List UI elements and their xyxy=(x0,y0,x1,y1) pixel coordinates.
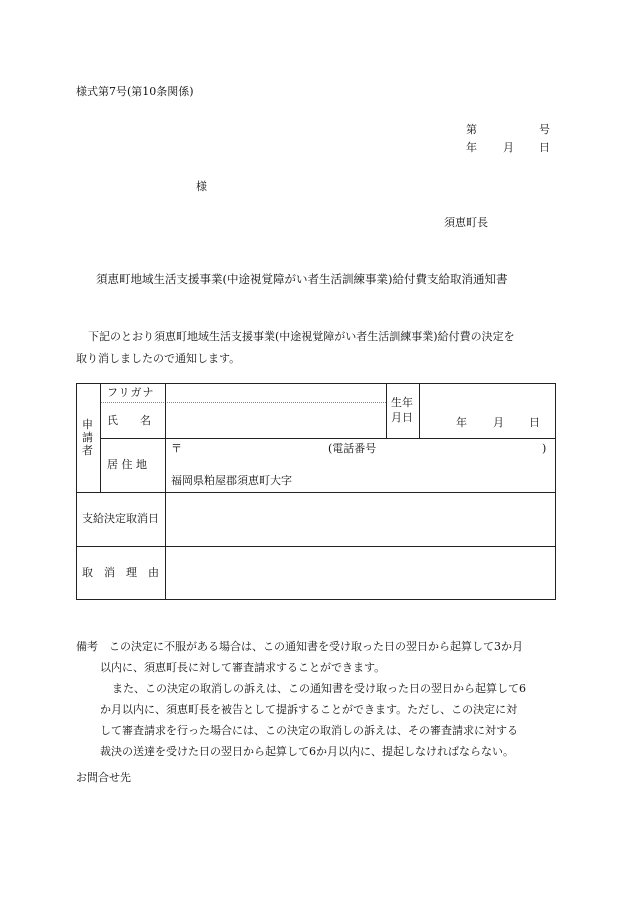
date-month: 月 xyxy=(503,141,514,154)
birthdate-label-line-2: 月日 xyxy=(391,411,413,424)
remarks-line-2: 以内に、須恵町長に対して審査請求することができます。 xyxy=(100,661,386,674)
addressee-honorific: 様 xyxy=(196,180,207,193)
remarks-line-3: また、この決定の取消しの訴えは、この通知書を受け取った日の翌日から起算して6 xyxy=(112,682,526,695)
name-label: 氏 名 xyxy=(107,414,151,427)
remarks-section xyxy=(76,636,556,762)
number-suffix: 号 xyxy=(539,123,550,136)
row-divider-canceldate-reason xyxy=(76,546,556,547)
intro-text xyxy=(76,326,556,370)
cancel-date-label: 支給決定取消日 xyxy=(82,512,159,525)
date-day: 日 xyxy=(539,141,550,154)
issuer-name: 須恵町長 xyxy=(444,216,488,229)
phone-label: (電話番号 xyxy=(328,442,377,455)
applicant-table xyxy=(76,383,556,600)
form-number: 様式第7号(第10条関係) xyxy=(76,85,194,98)
col-divider-applicant xyxy=(100,383,101,493)
phone-close-paren: ) xyxy=(542,442,547,455)
date-year: 年 xyxy=(466,141,477,154)
col-divider-birth-value xyxy=(419,383,420,439)
remarks-line-4: か月以内に、須恵町長を被告として提訴することができます。ただし、この決定に対 xyxy=(100,703,518,716)
furigana-dotted-divider xyxy=(100,402,386,403)
col-divider-name-birth xyxy=(386,383,387,439)
cancel-reason-label: 取 消 理 由 xyxy=(82,566,159,579)
intro-line-1: 下記のとおり須恵町地域生活支援事業(中途視覚障がい者生活訓練事業)給付費の決定を xyxy=(88,330,515,343)
row-divider-name-address xyxy=(100,438,556,439)
birth-year-unit: 年 xyxy=(456,416,467,429)
document-title: 須恵町地域生活支援事業(中途視覚障がい者生活訓練事業)給付費支給取消通知書 xyxy=(96,272,508,286)
col-divider-label-value xyxy=(165,383,166,600)
remarks-line-5: して審査請求を行った場合には、この決定の取消しの訴えは、その審査請求に対する xyxy=(100,724,518,737)
applicant-label-char-2: 請 xyxy=(82,431,93,444)
remarks-line-6: 裁決の送達を受けた日の翌日から起算して6か月以内に、提起しなければならない。 xyxy=(100,745,514,758)
postal-mark: 〒 xyxy=(171,442,182,455)
furigana-label: フリガナ xyxy=(107,386,155,399)
row-divider-applicant-canceldate xyxy=(76,492,556,493)
birthdate-label-line-1: 生年 xyxy=(391,396,413,409)
intro-line-2: 取り消しましたので通知します。 xyxy=(76,352,241,365)
remarks-line-1: 備考 この決定に不服がある場合は、この通知書を受け取った日の翌日から起算して3か月 xyxy=(76,640,523,653)
applicant-label-char-1: 申 xyxy=(82,418,93,431)
address-value: 福岡県粕屋郡須恵町大字 xyxy=(171,474,292,487)
birth-month-unit: 月 xyxy=(493,416,504,429)
contact-label: お問合せ先 xyxy=(76,771,131,784)
birth-day-unit: 日 xyxy=(529,416,540,429)
applicant-label-char-3: 者 xyxy=(82,444,93,457)
number-prefix: 第 xyxy=(466,123,477,136)
table-border-bottom xyxy=(76,599,556,600)
table-border-top xyxy=(76,383,556,384)
address-label: 居 住 地 xyxy=(107,458,147,471)
